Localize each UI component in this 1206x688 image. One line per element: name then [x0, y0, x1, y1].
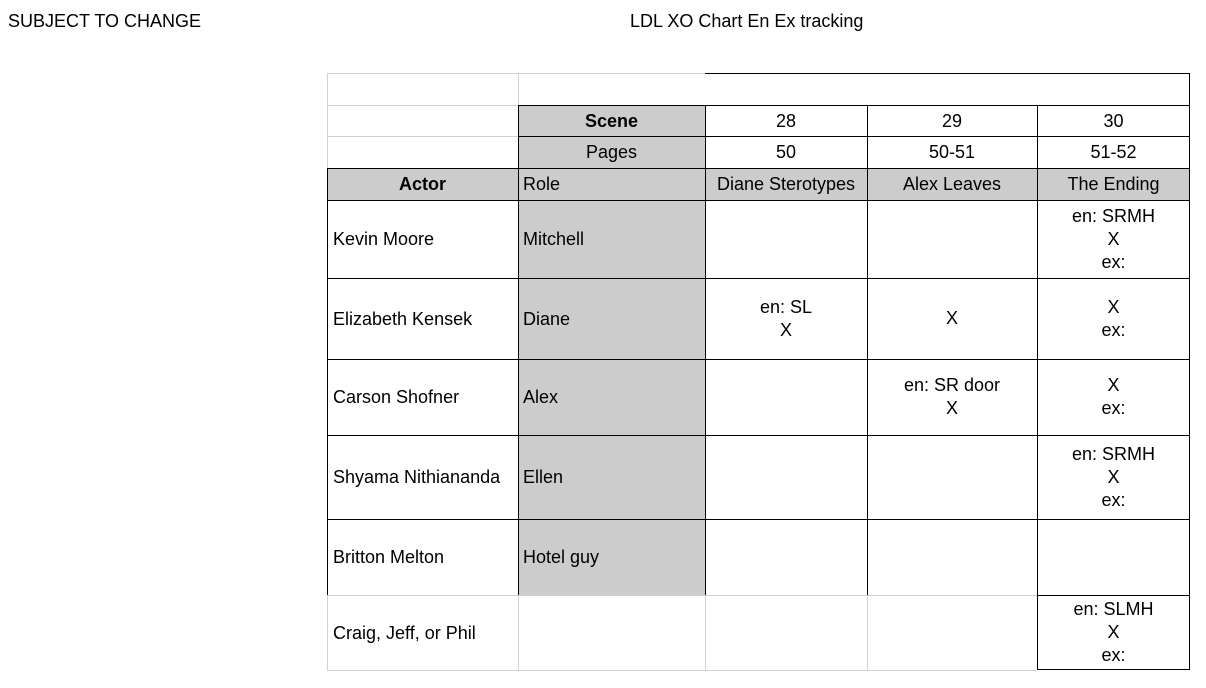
entry-exit-cell	[867, 595, 1037, 670]
grid-line	[1037, 105, 1038, 670]
cue-line: X	[945, 308, 958, 328]
scene-number: 28	[775, 110, 797, 131]
scene-pages: 51-52	[1090, 142, 1137, 162]
cue-line: ex:	[1101, 398, 1126, 418]
actor-name: Craig, Jeff, or Phil	[333, 622, 476, 643]
actor-name: Shyama Nithiananda	[333, 467, 501, 487]
entry-exit-cell	[1037, 278, 1190, 359]
actor-name: Carson Shofner	[333, 387, 460, 407]
grid-line	[1189, 73, 1190, 670]
entry-exit-cell	[705, 278, 867, 359]
scene-title: The Ending	[1037, 168, 1190, 200]
grid-line	[327, 105, 518, 106]
role-column-header: Role	[518, 168, 705, 200]
entry-exit-cell	[705, 359, 867, 435]
scene-label: Scene	[518, 105, 705, 136]
tracking-table	[327, 73, 1190, 670]
entry-exit-cell	[705, 200, 867, 278]
cue-line: X	[1107, 375, 1120, 395]
entry-exit-cell	[705, 435, 867, 519]
role-name: Alex	[518, 359, 705, 435]
cue-line: X	[1107, 296, 1120, 317]
cue-line: X	[1107, 228, 1120, 249]
role-name: Hotel guy	[518, 519, 705, 595]
grid-line	[867, 595, 868, 670]
grid-line	[705, 670, 1037, 671]
scene-pages: 50	[775, 142, 797, 162]
role-name: Diane	[518, 278, 705, 359]
grid-line	[327, 136, 518, 137]
grid-line	[518, 136, 1190, 137]
entry-exit-cell	[705, 519, 867, 595]
scene-number: 30	[1103, 110, 1124, 131]
grid-line	[327, 200, 1190, 201]
grid-line	[327, 595, 328, 670]
grid-line	[518, 73, 519, 105]
cue-line: ex:	[1101, 251, 1126, 272]
grid-line	[1037, 669, 1190, 670]
entry-exit-cell	[705, 595, 867, 670]
grid-line	[327, 278, 1190, 279]
grid-line	[327, 168, 1190, 169]
entry-exit-cell	[867, 435, 1037, 519]
entry-exit-cell	[1037, 435, 1190, 519]
entry-exit-cell	[1037, 359, 1190, 435]
cue-line: X	[1107, 622, 1120, 642]
grid-line	[327, 595, 1037, 596]
scene-number: 29	[941, 110, 963, 131]
cue-line: ex:	[1101, 319, 1126, 340]
cue-line: en: SLMH	[1073, 599, 1154, 619]
pages-label: Pages	[518, 136, 705, 168]
cue-line: ex:	[1101, 645, 1126, 665]
role-name	[518, 595, 705, 670]
grid-line	[1037, 595, 1190, 596]
subject-to-change-note: SUBJECT TO CHANGE	[8, 11, 202, 31]
cue-line: X	[945, 398, 958, 418]
cue-line: X	[779, 319, 792, 340]
grid-line	[327, 670, 705, 671]
grid-line	[518, 105, 1190, 106]
scene-title: Diane Sterotypes	[705, 168, 867, 200]
actor-name: Kevin Moore	[333, 229, 435, 249]
cue-line: en: SRMH	[1071, 443, 1156, 464]
grid-line	[327, 168, 328, 595]
grid-line	[705, 105, 706, 595]
entry-exit-cell	[867, 278, 1037, 359]
actor-name: Britton Melton	[333, 547, 445, 567]
cue-line: en: SR door	[903, 375, 1001, 395]
role-name: Ellen	[518, 435, 705, 519]
grid-line	[518, 73, 705, 74]
cue-line: X	[1107, 466, 1120, 487]
grid-line	[327, 435, 1190, 436]
entry-exit-cell	[867, 200, 1037, 278]
grid-line	[705, 595, 706, 670]
entry-exit-cell	[867, 359, 1037, 435]
cue-line: ex:	[1101, 489, 1126, 510]
grid-line	[705, 73, 1190, 74]
scene-title: Alex Leaves	[867, 168, 1037, 200]
grid-line	[518, 595, 519, 670]
grid-line	[327, 73, 328, 168]
grid-line	[327, 519, 1190, 520]
entry-exit-cell	[1037, 519, 1190, 595]
cue-line: en: SRMH	[1071, 205, 1156, 226]
role-name: Mitchell	[518, 200, 705, 278]
entry-exit-cell	[1037, 595, 1190, 670]
scene-pages: 50-51	[928, 142, 976, 162]
actor-name: Elizabeth Kensek	[333, 308, 473, 329]
grid-line	[867, 105, 868, 595]
cue-line: en: SL	[759, 296, 813, 317]
grid-line	[327, 359, 1190, 360]
actor-column-header: Actor	[327, 168, 518, 200]
grid-line	[518, 105, 519, 595]
entry-exit-cell	[1037, 200, 1190, 278]
entry-exit-cell	[867, 519, 1037, 595]
page-title: LDL XO Chart En Ex tracking	[630, 11, 864, 31]
